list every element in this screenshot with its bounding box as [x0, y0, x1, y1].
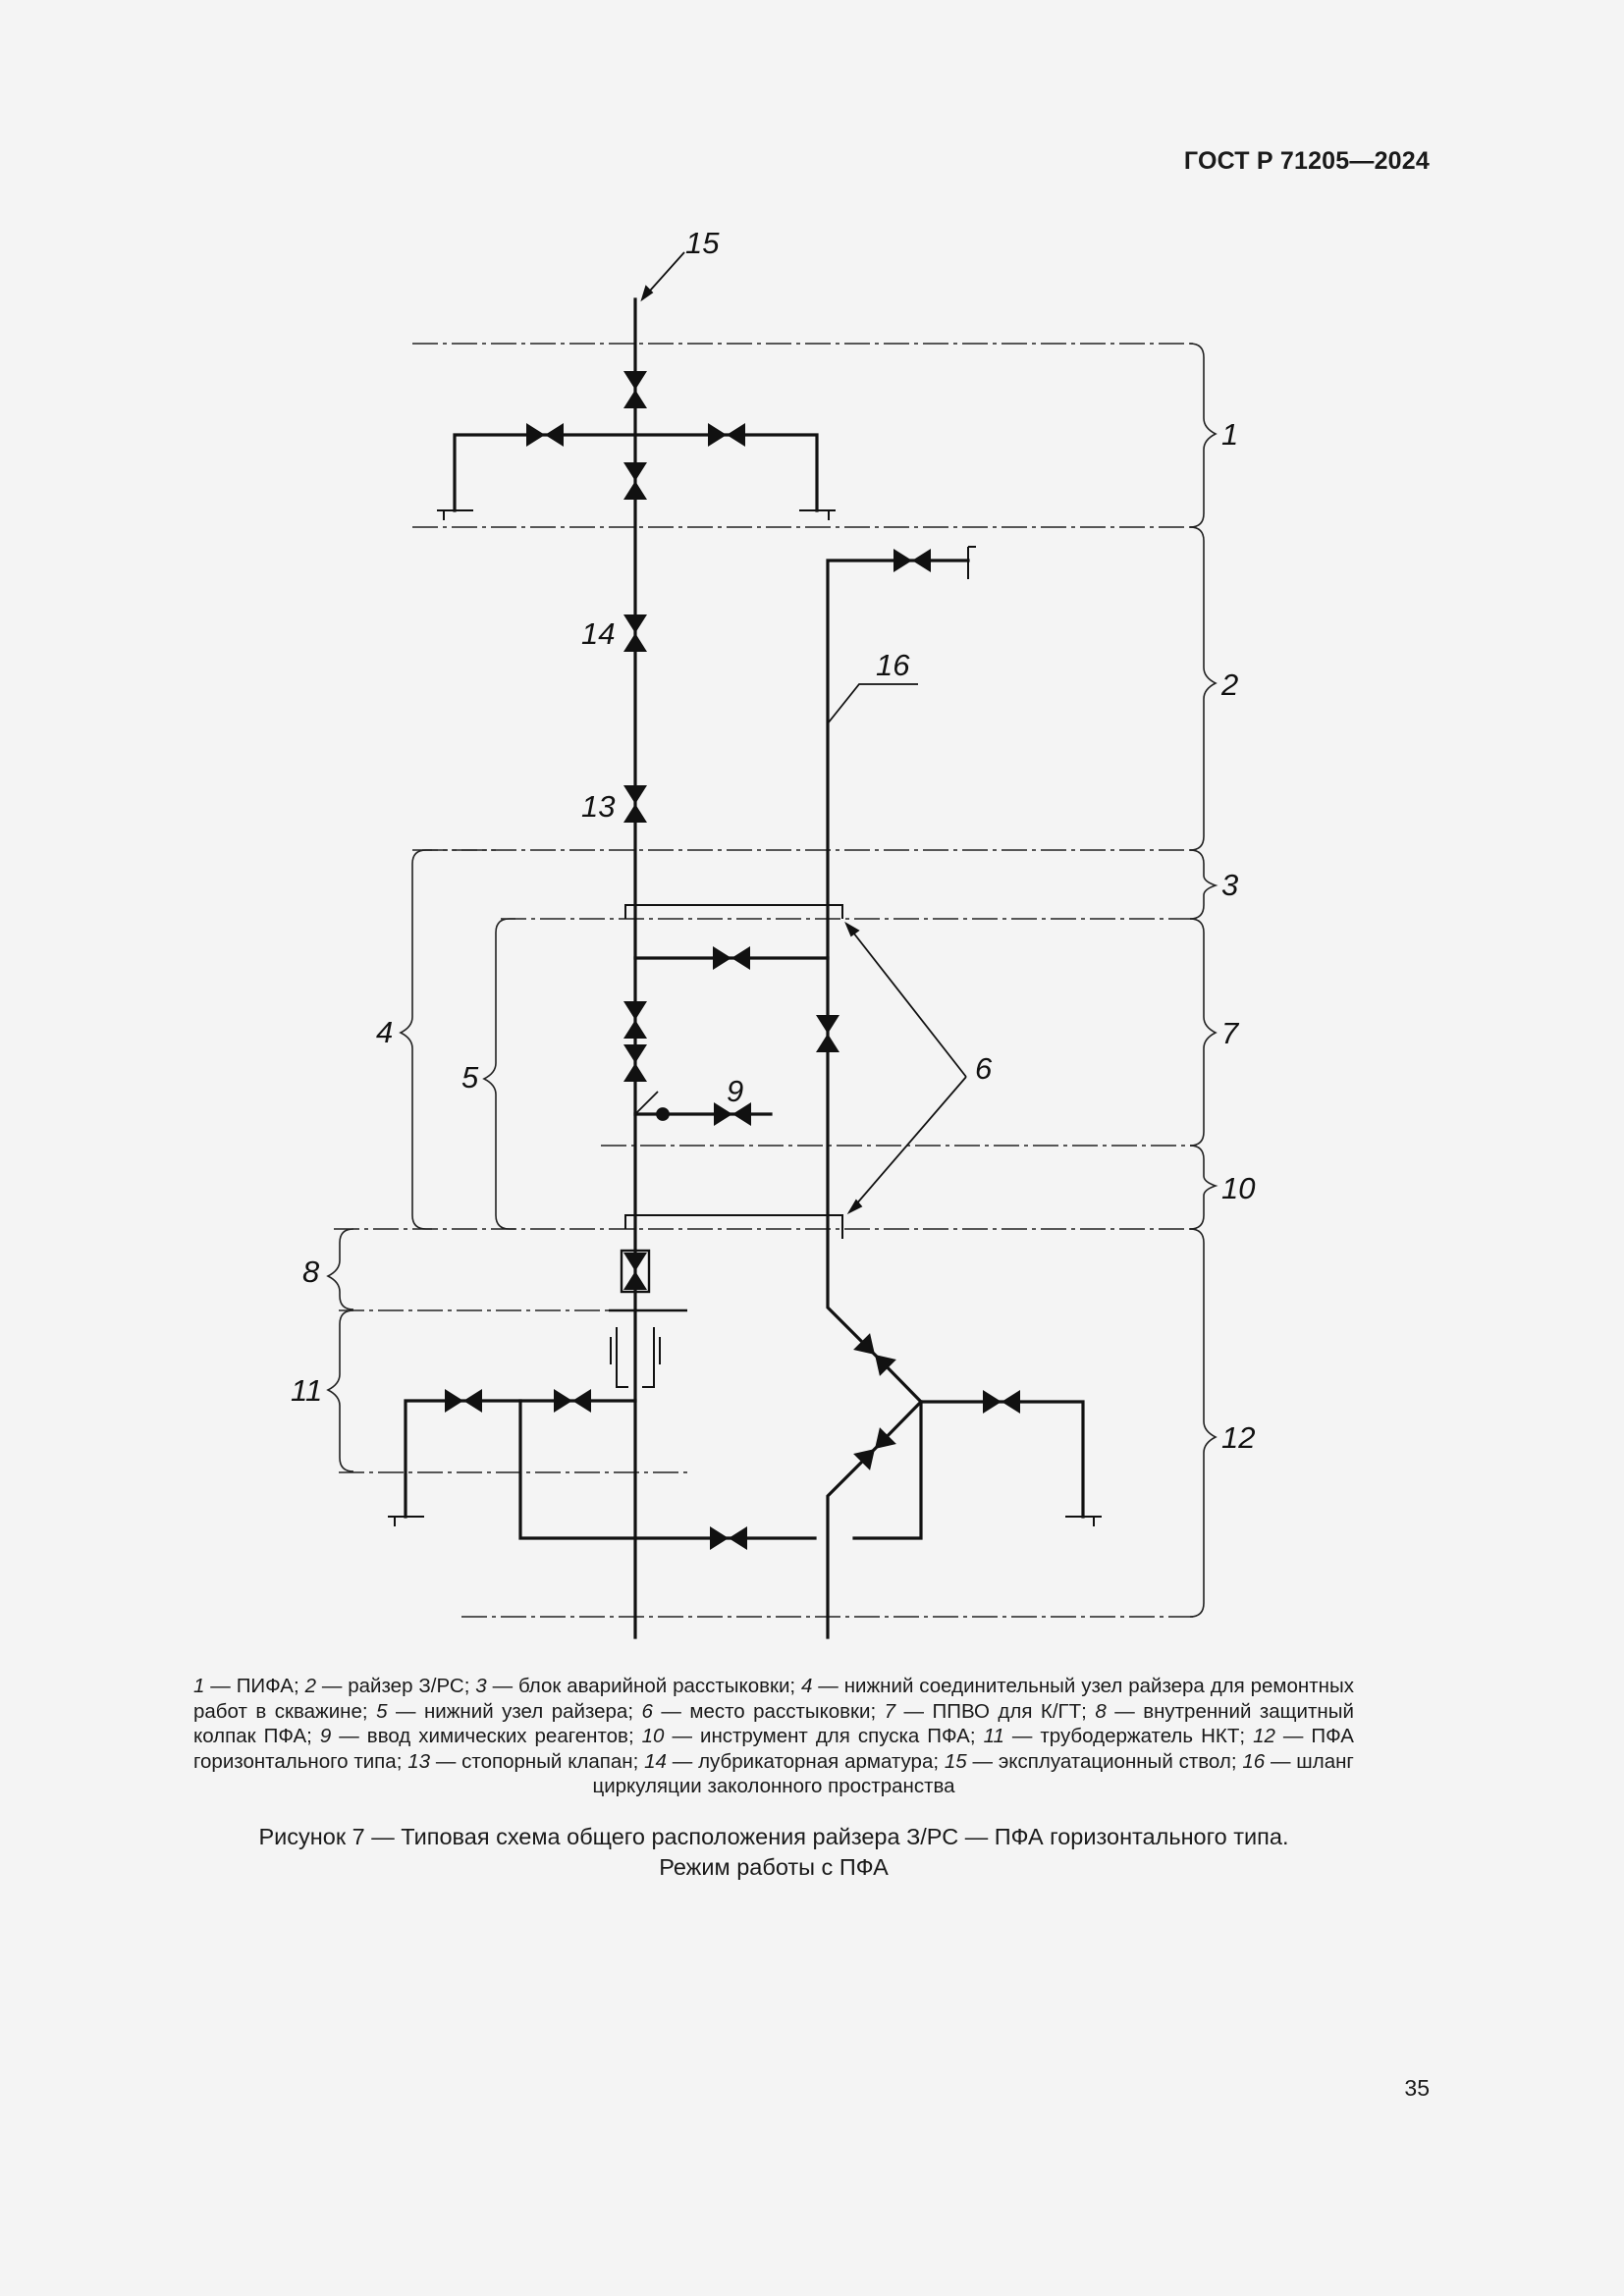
label-9: 9: [727, 1074, 744, 1108]
legend-item: 5 — нижний узел райзера;: [376, 1699, 642, 1723]
legend-item: 11 — трубодержатель НКТ;: [983, 1725, 1254, 1747]
label-5: 5: [461, 1060, 479, 1095]
leader-lines: [635, 252, 966, 1212]
label-7: 7: [1221, 1016, 1239, 1050]
figure-caption: [193, 1822, 1354, 1883]
legend-item: 2 — райзер З/РС;: [304, 1675, 476, 1697]
page-number: 35: [1404, 2075, 1430, 2101]
diagram-labels: [291, 226, 1255, 1455]
caption-line-1: Рисунок 7 — Типовая схема общего расположения райзера З/РС — ПФА горизонтального типа.: [258, 1824, 1289, 1849]
label-15: 15: [685, 226, 720, 260]
label-1: 1: [1221, 417, 1239, 452]
label-8: 8: [302, 1255, 320, 1289]
legend-item: 12 — ПФА горизонтального типа;: [193, 1725, 1354, 1773]
legend-item: 6 — место расстыковки;: [641, 1699, 885, 1723]
document-header: ГОСТ Р 71205—2024: [1183, 147, 1430, 175]
legend-item: 3 — блок аварийной расстыковки;: [475, 1675, 801, 1697]
legend-item: 4 — нижний соединительный узел райзера для ремонтных работ в скважине;: [193, 1675, 1354, 1723]
label-10: 10: [1221, 1171, 1256, 1205]
label-4: 4: [376, 1015, 394, 1049]
terminals: [388, 510, 1102, 1526]
valves: [445, 371, 1020, 1550]
legend-item: 15 — эксплуатационный ствол;: [944, 1749, 1243, 1773]
label-3: 3: [1221, 868, 1239, 902]
label-16: 16: [876, 648, 910, 682]
protective-cap: [609, 1251, 687, 1310]
caption-line-2: Режим работы с ПФА: [659, 1854, 889, 1880]
legend-item: 1 — ПИФА;: [193, 1675, 305, 1697]
disconnect-points: [625, 905, 842, 1239]
legend-item: 13 — стопорный клапан;: [407, 1749, 645, 1773]
label-2: 2: [1221, 667, 1239, 702]
label-13: 13: [581, 789, 616, 824]
legend-item: 8 — внутренний защитный колпак ПФА;: [193, 1699, 1354, 1747]
label-11: 11: [291, 1373, 323, 1408]
legend-item: 7 — ППВО для К/ГТ;: [884, 1699, 1096, 1723]
legend-item: 10 — инструмент для спуска ПФА;: [641, 1725, 984, 1747]
figure-legend: [193, 1674, 1354, 1799]
zone-boundaries: [334, 344, 1193, 1617]
legend-item: 9 — ввод химических реагентов;: [319, 1725, 642, 1747]
piping: [406, 299, 1083, 1637]
label-14: 14: [581, 616, 616, 651]
legend-item: 16 — шланг циркуляции заколонного пространства: [592, 1749, 1354, 1797]
legend-item: 14 — лубрикаторная арматура;: [644, 1749, 945, 1773]
label-6: 6: [975, 1051, 993, 1086]
label-12: 12: [1221, 1420, 1256, 1455]
